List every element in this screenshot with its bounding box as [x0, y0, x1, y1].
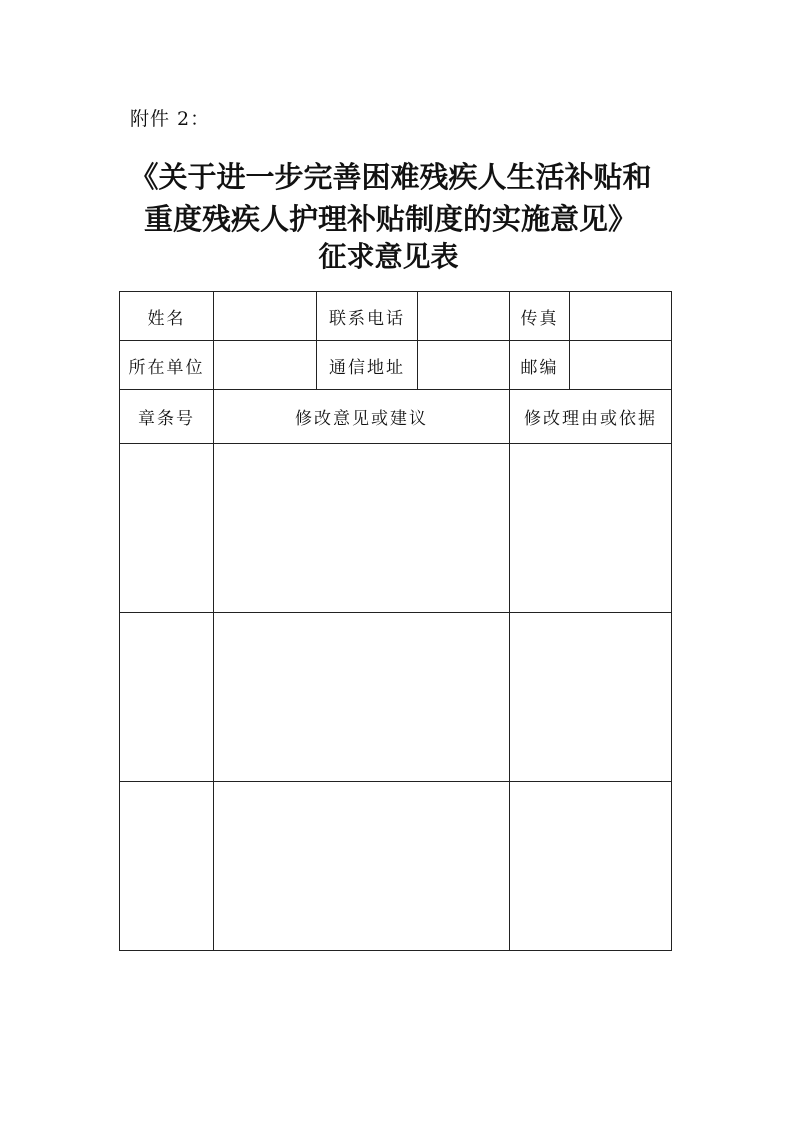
fax-label: 传真 — [510, 292, 570, 341]
attachment-label: 附件 2： — [130, 108, 211, 130]
feedback-form-table — [119, 291, 672, 951]
fax-field[interactable] — [570, 292, 672, 341]
document-title-line-1: 《关于进一步完善困难残疾人生活补贴和 — [129, 160, 652, 194]
document-title-line-3: 征求意见表 — [318, 240, 459, 273]
feedback-entry-row — [120, 613, 672, 782]
feedback-entry-row — [120, 444, 672, 613]
postcode-field[interactable] — [570, 341, 672, 390]
contact-row-1 — [120, 292, 672, 341]
clause-no-cell[interactable] — [120, 444, 214, 613]
clause-no-cell[interactable] — [120, 782, 214, 951]
address-label: 通信地址 — [317, 341, 418, 390]
reason-cell[interactable] — [510, 782, 672, 951]
document-title-line-2: 重度残疾人护理补贴制度的实施意见》 — [143, 202, 637, 236]
reason-cell[interactable] — [510, 444, 672, 613]
clause-no-cell[interactable] — [120, 613, 214, 782]
suggestion-cell[interactable] — [214, 444, 510, 613]
feedback-header-row — [120, 390, 672, 444]
clause-no-header: 章条号 — [120, 390, 214, 444]
unit-field[interactable] — [214, 341, 317, 390]
address-field[interactable] — [418, 341, 510, 390]
phone-label: 联系电话 — [317, 292, 418, 341]
postcode-label: 邮编 — [510, 341, 570, 390]
name-label: 姓名 — [120, 292, 214, 341]
reason-header: 修改理由或依据 — [510, 390, 672, 444]
suggestion-cell[interactable] — [214, 782, 510, 951]
suggestion-cell[interactable] — [214, 613, 510, 782]
unit-label: 所在单位 — [120, 341, 214, 390]
reason-cell[interactable] — [510, 613, 672, 782]
name-field[interactable] — [214, 292, 317, 341]
phone-field[interactable] — [418, 292, 510, 341]
contact-row-2 — [120, 341, 672, 390]
feedback-entry-row — [120, 782, 672, 951]
suggestion-header: 修改意见或建议 — [214, 390, 510, 444]
